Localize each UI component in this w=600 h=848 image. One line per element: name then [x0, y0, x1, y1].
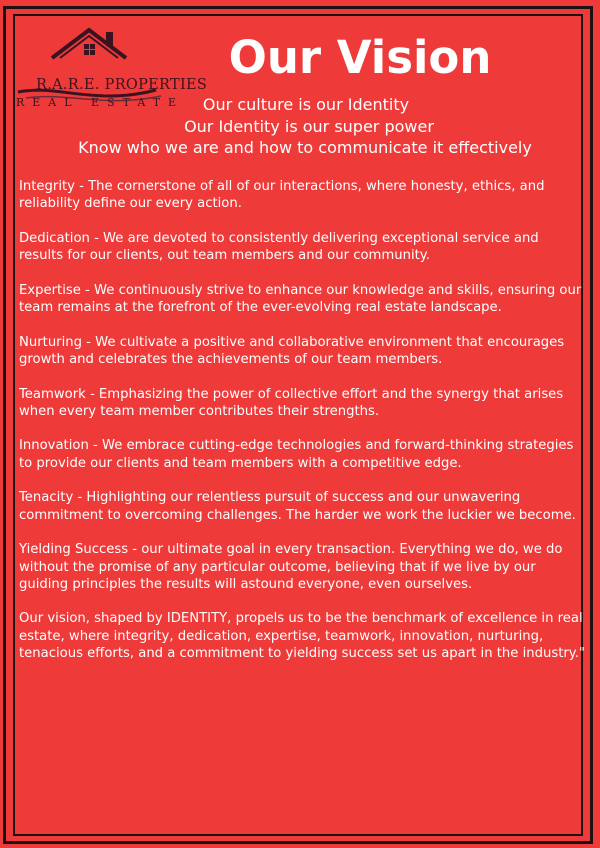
tagline	[0, 94, 600, 159]
value-yielding-success: Yielding Success - our ultimate goal in every transaction. Everything we do, we do without the promise of any particular outcome, believing that if we live by our guiding principles the results will astound everyone, even ourselves.	[19, 542, 563, 592]
value-innovation: Innovation - We embrace cutting-edge technologies and forward-thinking strategies to provide our clients and team members with a competitive edge.	[19, 438, 574, 471]
tagline-line: Our culture is our Identity	[202, 95, 410, 114]
page-title: Our Vision	[228, 31, 492, 84]
vision-statement: Our vision, shaped by IDENTITY, propels us to be the benchmark of excellence in real estate, where integrity, dedication, expertise, teamwork, innovation, nurturing, tenacious efforts, and a commitment to yielding success set us apart in the industry."	[19, 611, 585, 662]
value-integrity: Integrity - The cornerstone of all of our interactions, where honesty, ethics, and reliability define our every action.	[19, 179, 545, 212]
values-list	[19, 178, 585, 662]
value-teamwork: Teamwork - Emphasizing the power of collective effort and the synergy that arises when every team member contributes their strengths.	[19, 386, 564, 419]
tagline-line: Know who we are and how to communicate it effectively	[78, 138, 532, 157]
tagline-line: Our Identity is our super power	[184, 116, 434, 136]
value-dedication: Dedication - We are devoted to consistently delivering exceptional service and results for our clients, out team members and our community.	[19, 230, 539, 264]
value-tenacity: Tenacity - Highlighting our relentless pursuit of success and our unwavering commitment to overcoming challenges. The harder we work the luckier we become.	[19, 490, 576, 523]
value-nurturing: Nurturing - We cultivate a positive and collaborative environment that encourages growth and celebrates the achievements of our team members.	[19, 334, 565, 367]
logo-subtext: REAL ESTATE	[16, 96, 185, 109]
value-expertise: Expertise - We continuously strive to enhance our knowledge and skills, ensuring our team remains at the forefront of the ever-evolving real estate landscape.	[19, 282, 582, 316]
logo-text: R.A.R.E. PROPERTIES	[36, 77, 208, 93]
